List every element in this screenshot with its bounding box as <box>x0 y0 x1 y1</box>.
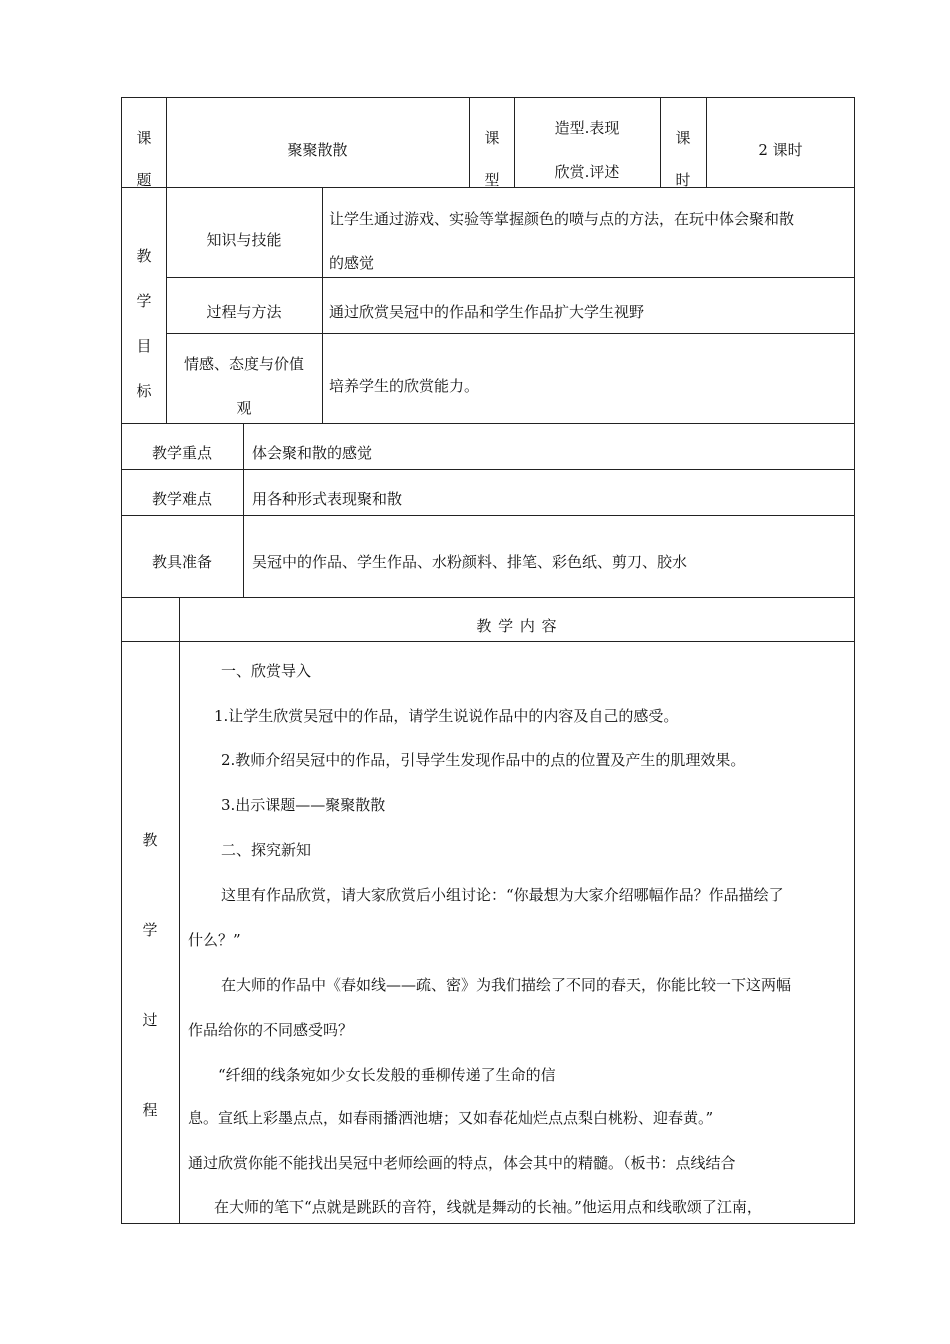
hours-value: 2 课时 <box>758 141 803 159</box>
content-header: 教 学 内 容 <box>476 617 558 635</box>
row-divider <box>121 597 855 598</box>
process-line: 一、欣赏导入 <box>221 662 312 680</box>
row-divider <box>166 333 855 334</box>
row-divider <box>121 423 855 424</box>
objective-attitude-label-line2: 观 <box>236 399 252 417</box>
row-divider <box>121 515 855 516</box>
process-line: 通过欣赏你能不能找出吴冠中老师绘画的特点，体会其中的精髓。（板书：点线结合 <box>188 1154 736 1172</box>
difficulty-text: 用各种形式表现聚和散 <box>252 490 403 508</box>
process-line: 这里有作品欣赏，请大家欣赏后小组讨论：“你最想为大家介绍哪幅作品？作品描绘了 <box>221 886 784 904</box>
objective-knowledge-label: 知识与技能 <box>206 231 282 249</box>
type-label: 课 型 <box>484 129 500 189</box>
process-line: 3.出示课题——聚聚散散 <box>221 796 386 814</box>
type-value-line2: 欣赏.评述 <box>554 163 620 181</box>
col-divider <box>179 597 180 1224</box>
process-line: 在大师的作品中《春如线——疏、密》为我们描绘了不同的春天，你能比较一下这两幅 <box>221 976 792 994</box>
col-divider <box>469 97 470 187</box>
materials-label: 教具准备 <box>151 553 212 571</box>
type-value-line1: 造型.表现 <box>554 119 620 137</box>
objective-knowledge-text-line2: 的感觉 <box>329 254 375 272</box>
process-line: “纤细的线条宛如少女长发般的垂柳传递了生命的信 <box>218 1066 556 1084</box>
row-divider <box>121 469 855 470</box>
objectives-label: 教 学 目 标 <box>136 247 152 400</box>
hours-label: 课 时 <box>675 129 691 189</box>
topic-label: 课 题 <box>136 129 152 189</box>
process-line: 二、探究新知 <box>221 841 312 859</box>
row-divider <box>121 641 855 642</box>
process-line: 什么？” <box>188 931 241 949</box>
process-line: 作品给你的不同感受吗？ <box>188 1021 354 1039</box>
process-label: 教 学 过 程 <box>142 831 158 1119</box>
row-divider <box>166 277 855 278</box>
materials-text: 吴冠中的作品、学生作品、水粉颜料、排笔、彩色纸、剪刀、胶水 <box>252 553 688 571</box>
difficulty-label: 教学难点 <box>151 490 212 508</box>
col-divider <box>322 187 323 423</box>
process-line: 在大师的笔下“点就是跳跃的音符，线就是舞动的长袖。”他运用点和线歌颂了江南， <box>214 1198 762 1216</box>
process-line: 息。宣纸上彩墨点点，如春雨播洒池塘；又如春花灿烂点点梨白桃粉、迎春黄。” <box>188 1109 714 1127</box>
topic-value: 聚聚散散 <box>287 141 348 159</box>
process-line: 2.教师介绍吴冠中的作品，引导学生发现作品中的点的位置及产生的肌理效果。 <box>221 751 746 769</box>
objective-process-label: 过程与方法 <box>206 303 282 321</box>
col-divider <box>243 423 244 597</box>
key-point-text: 体会聚和散的感觉 <box>252 444 373 462</box>
key-point-label: 教学重点 <box>151 444 212 462</box>
objective-attitude-label-line1: 情感、态度与价值 <box>183 355 304 373</box>
objective-knowledge-text-line1: 让学生通过游戏、实验等掌握颜色的喷与点的方法，在玩中体会聚和散 <box>329 210 795 228</box>
objective-attitude-text: 培养学生的欣赏能力。 <box>329 377 480 395</box>
col-divider <box>660 97 661 187</box>
process-line: 1.让学生欣赏吴冠中的作品，请学生说说作品中的内容及自己的感受。 <box>214 707 679 725</box>
objective-process-text: 通过欣赏吴冠中的作品和学生作品扩大学生视野 <box>329 303 645 321</box>
